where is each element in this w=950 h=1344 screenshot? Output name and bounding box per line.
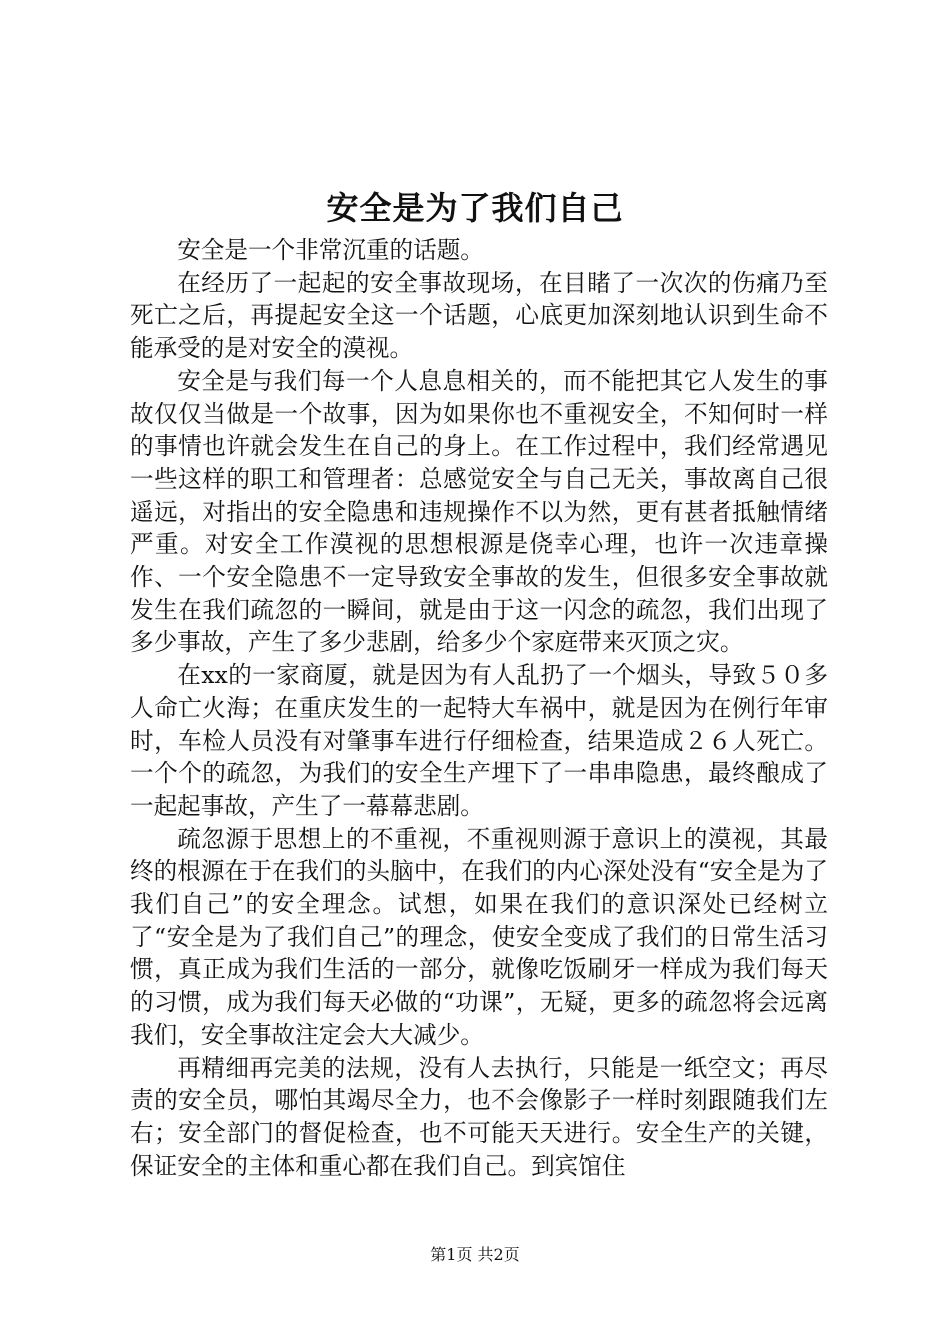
paragraph-6: 再精细再完美的法规，没有人去执行，只能是一纸空文；再尽责的安全员，哪怕其竭尽全力，也不会像影子一样时刻跟随我们左右；安全部门的督促检查，也不可能天天进行。安全生产的关键，保证安全的主体和重心都在我们自己。到宾馆住 bbox=[130, 1053, 828, 1180]
paragraph-4: 在xx的一家商厦，就是因为有人乱扔了一个烟头，导致５０多人命亡火海；在重庆发生的一起特大车祸中，就是因为在例行年审时，车检人员没有对肇事车进行仔细检查，结果造成２６人死亡。一个个的疏忽，为我们的安全生产埋下了一串串隐患，最终酿成了一起起事故，产生了一幕幕悲剧。 bbox=[130, 661, 828, 820]
document-title: 安全是为了我们自己 bbox=[326, 189, 624, 227]
paragraph-3: 安全是与我们每一个人息息相关的，而不能把其它人发生的事故仅仅当做是一个故事，因为如果你也不重视安全，不知何时一样的事情也许就会发生在自己的身上。在工作过程中，我们经常遇见一些这样的职工和管理者：总感觉安全与自己无关，事故离自己很遥远，对指出的安全隐患和违规操作不以为然，更有甚者抵触情绪严重。对安全工作漠视的思想根源是侥幸心理，也许一次违章操作、一个安全隐患不一定导致安全事故的发生，但很多安全事故就发生在我们疏忽的一瞬间，就是由于这一闪念的疏忽，我们出现了多少事故，产生了多少悲剧，给多少个家庭带来灭顶之灾。 bbox=[130, 366, 828, 657]
document-body bbox=[130, 234, 828, 1182]
paragraph-5: 疏忽源于思想上的不重视，不重视则源于意识上的漠视，其最终的根源在于在我们的头脑中，在我们的内心深处没有“安全是为了我们自己”的安全理念。试想，如果在我们的意识深处已经树立了“安全是为了我们自己”的理念，使安全变成了我们的日常生活习惯，真正成为我们生活的一部分，就像吃饭刷牙一样成为我们每天的习惯，成为我们每天必做的“功课”，无疑，更多的疏忽将会远离我们，安全事故注定会大大减少。 bbox=[130, 824, 828, 1049]
page-footer: 第1页 共2页 bbox=[430, 1245, 520, 1264]
paragraph-2: 在经历了一起起的安全事故现场，在目睹了一次次的伤痛乃至死亡之后，再提起安全这一个话题，心底更加深刻地认识到生命不能承受的是对安全的漠视。 bbox=[130, 268, 828, 363]
paragraph-1: 安全是一个非常沉重的话题。 bbox=[177, 236, 484, 264]
